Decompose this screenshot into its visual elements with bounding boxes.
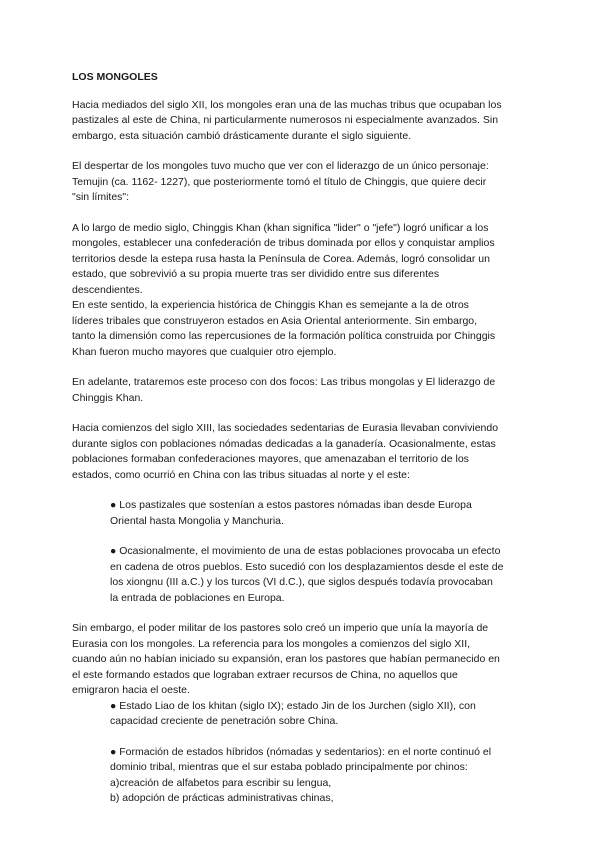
paragraph-7 — [72, 621, 540, 699]
text-line: estado, que sobrevivió a su propia muerte tras ser dividido entre sus diferentes — [72, 268, 440, 280]
text-line: ● Los pastizales que sostenían a estos pastores nómadas iban desde Europa — [110, 499, 472, 511]
text-line: pastizales al este de China, ni particularmente numerosos ni especialmente avanzados. Sin — [72, 114, 499, 126]
text-line: los xiongnu (III a.C.) y los turcos (VI d.C.), que siglos después todavía provocaban — [110, 576, 493, 588]
text-line: embargo, esta situación cambió drásticamente durante el siglo siguiente. — [72, 129, 412, 142]
bullet-item-estados-hibridos — [110, 745, 540, 807]
bullet-item-movimiento — [110, 544, 540, 606]
text-line: ● Formación de estados híbridos (nómadas y sedentarios): en el norte continuó el — [110, 745, 492, 758]
text-line: durante siglos con poblaciones nómadas dedicadas a la ganadería. Ocasionalmente, estas — [72, 437, 496, 450]
paragraph-2 — [72, 159, 540, 206]
text-line: Hacia mediados del siglo XII, los mongoles eran una de las muchas tribus que ocupaban los — [72, 98, 502, 111]
text-line: emigraron hacia el oeste. — [72, 684, 190, 696]
paragraph-5 — [72, 375, 540, 406]
text-line: dominio tribal, mientras que el sur estaba poblado principalmente por chinos: — [110, 761, 468, 773]
text-line: "sin límites": — [72, 191, 130, 203]
bullet-item-estado-liao — [110, 699, 540, 730]
sub-item-a: a)creación de alfabetos para escribir su lengua, — [110, 776, 332, 789]
text-line: Chinggis Khan. — [72, 391, 144, 404]
text-line: capacidad creciente de penetración sobre China. — [110, 715, 339, 727]
text-line: poblaciones formaban confederaciones mayores, que amenazaban el territorio de los — [72, 453, 469, 465]
text-line: territorios desde la estepa rusa hasta la Península de Corea. Además, logró consolidar un — [72, 252, 490, 265]
text-line: ● Ocasionalmente, el movimiento de una de estas poblaciones provocaba un efecto — [110, 545, 501, 557]
text-line: Temujin (ca. 1162- 1227), que posteriormente tomó el título de Chinggis, que quiere decir — [72, 175, 487, 188]
text-line: cuando aún no habían iniciado su expansión, eran los pastores que habían permanecido en — [72, 653, 500, 665]
paragraph-4 — [72, 298, 540, 360]
paragraph-6 — [72, 421, 540, 483]
text-line: Hacia comienzos del siglo XIII, las sociedades sedentarias de Eurasia llevaban conviviendo — [72, 422, 499, 434]
text-line: descendientes. — [72, 283, 143, 296]
text-line: El despertar de los mongoles tuvo mucho que ver con el liderazgo de un único personaje: — [72, 160, 489, 172]
text-line: la entrada de poblaciones en Europa. — [110, 591, 285, 604]
text-line: en cadena de otros pueblos. Esto sucedió con los desplazamientos desde el este de — [110, 560, 504, 573]
text-line: ● Estado Liao de los khitan (siglo IX); estado Jin de los Jurchen (siglo XII), con — [110, 699, 476, 712]
text-line: mongoles, establecer una confederación de tribus dominada por ellos y conquistar amplios — [72, 237, 495, 249]
text-line: Eurasia con los mongoles. La referencia para los mongoles a comienzos del siglo XII, — [72, 637, 471, 650]
text-line: el este formando estados que lograban extraer recursos de China, no aquellos que — [72, 668, 458, 681]
text-line: estados, como ocurrió en China con las tribus situadas al norte y el este: — [72, 468, 410, 481]
sub-item-b: b) adopción de prácticas administrativas chinas, — [110, 792, 334, 804]
text-line: Khan fueron mucho mayores que cualquier otro ejemplo. — [72, 345, 337, 358]
text-line: En adelante, trataremos este proceso con dos focos: Las tribus mongolas y El liderazgo de — [72, 376, 496, 388]
paragraph-3 — [72, 221, 540, 299]
paragraph-1 — [72, 98, 540, 145]
text-line: tanto la dimensión como las repercusiones de la formación política construida por Chinggis — [72, 330, 496, 342]
text-line: Sin embargo, el poder militar de los pastores solo creó un imperio que unía la mayoría de — [72, 622, 489, 634]
text-line: Oriental hasta Mongolia y Manchuria. — [110, 514, 284, 527]
text-line: líderes tribales que construyeron estados en Asia Oriental anteriormente. Sin embargo, — [72, 314, 478, 327]
text-line: En este sentido, la experiencia histórica de Chinggis Khan es semejante a la de otros — [72, 299, 469, 311]
text-line: A lo largo de medio siglo, Chinggis Khan (khan significa "lider" o "jefe") logró unificar a los — [72, 221, 489, 234]
bullet-item-pastizales — [110, 498, 540, 529]
document-title: LOS MONGOLES — [72, 71, 158, 83]
